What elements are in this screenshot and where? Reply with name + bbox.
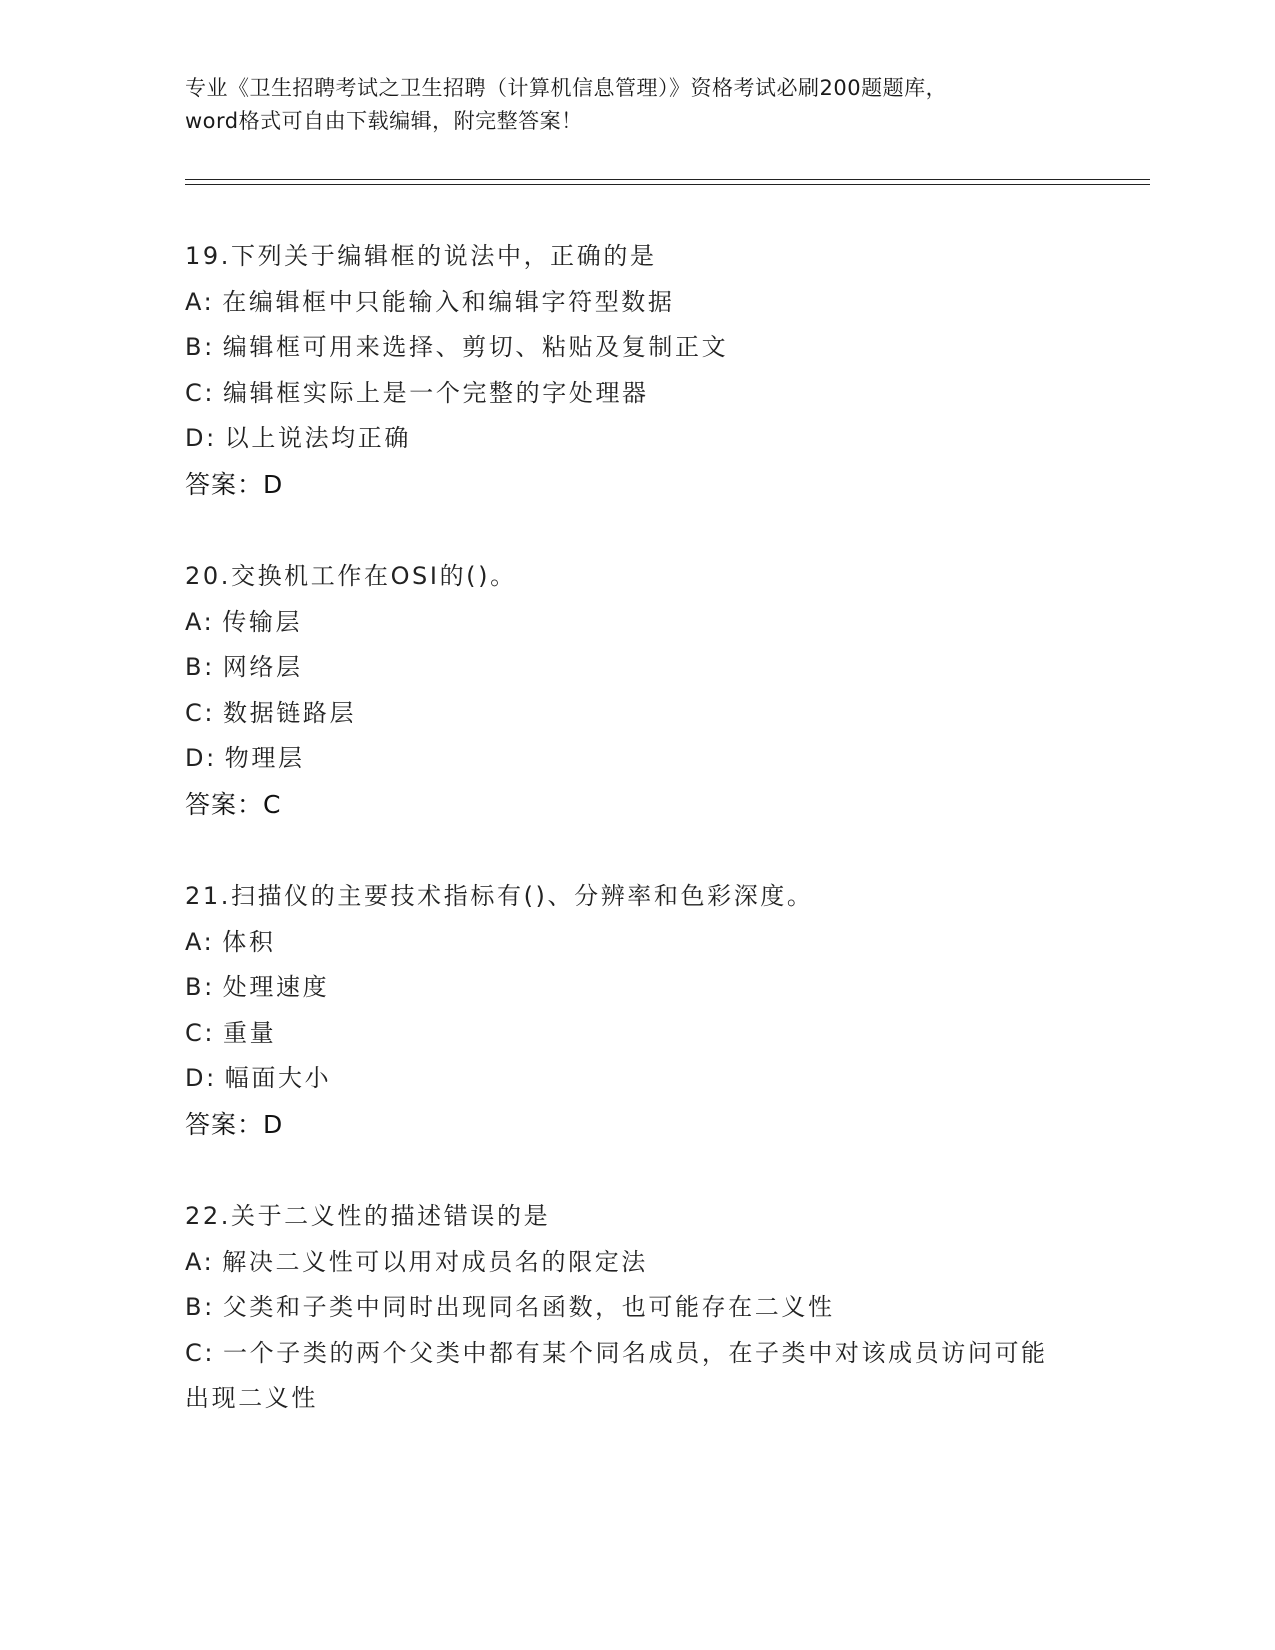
answer-line: 答案：C: [185, 789, 282, 819]
question-stem: 19.下列关于编辑框的说法中，正确的是: [185, 242, 657, 270]
option-text: 解决二义性可以用对成员名的限定法: [222, 1247, 648, 1276]
question-21: [185, 874, 1085, 1147]
question-stem: 20.交换机工作在OSI的()。: [185, 562, 517, 590]
option-a: A: 解决二义性可以用对成员名的限定法: [185, 1247, 648, 1276]
option-letter: C: [185, 1018, 205, 1047]
question-22: [185, 1194, 1085, 1422]
header-line-1: 专业《卫生招聘考试之卫生招聘（计算机信息管理）》资格考试必刷200题题库，: [185, 76, 948, 100]
option-letter: C: [185, 378, 205, 407]
question-19: [185, 234, 1085, 507]
option-text: 体积: [222, 927, 276, 956]
option-letter: B: [185, 333, 205, 361]
option-c: C: 编辑框实际上是一个完整的字处理器: [185, 378, 649, 407]
document-header: [185, 72, 1085, 138]
option-letter: B: [185, 653, 205, 681]
option-d: D: 幅面大小: [185, 1064, 332, 1092]
option-letter: D: [185, 1064, 207, 1092]
option-letter: A: [185, 1247, 204, 1276]
option-b: B: 父类和子类中同时出现同名函数，也可能存在二义性: [185, 1293, 835, 1321]
option-letter: B: [185, 973, 205, 1001]
option-a: A: 体积: [185, 927, 276, 956]
header-divider-bottom: [185, 184, 1150, 185]
option-text: 重量: [223, 1018, 277, 1047]
option-text: 传输层: [222, 607, 303, 636]
option-letter: B: [185, 1293, 205, 1321]
question-list: [185, 234, 1085, 1469]
option-text: 一个子类的两个父类中都有某个同名成员，在子类中对该成员访问可能出现二义性: [185, 1338, 1048, 1412]
option-b: B: 编辑框可用来选择、剪切、粘贴及复制正文: [185, 333, 729, 361]
option-letter: A: [185, 927, 204, 956]
option-text: 处理速度: [222, 973, 330, 1001]
option-b: B: 网络层: [185, 653, 303, 681]
header-divider-top: [185, 179, 1150, 180]
option-text: 网络层: [222, 653, 303, 681]
option-text: 在编辑框中只能输入和编辑字符型数据: [222, 287, 675, 316]
answer-line: 答案：D: [185, 1109, 284, 1139]
question-stem: 22.关于二义性的描述错误的是: [185, 1202, 551, 1230]
option-text: 物理层: [224, 744, 305, 772]
option-text: 编辑框实际上是一个完整的字处理器: [223, 378, 649, 407]
option-a: A: 传输层: [185, 607, 303, 636]
option-text: 父类和子类中同时出现同名函数，也可能存在二义性: [222, 1293, 835, 1321]
option-text: 编辑框可用来选择、剪切、粘贴及复制正文: [222, 333, 729, 361]
header-line-2: word格式可自由下载编辑，附完整答案！: [185, 109, 583, 133]
answer-line: 答案：D: [185, 469, 284, 499]
question-stem: 21.扫描仪的主要技术指标有()、分辨率和色彩深度。: [185, 882, 814, 910]
option-letter: D: [185, 744, 207, 772]
option-text: 以上说法均正确: [224, 424, 411, 452]
option-letter: C: [185, 1338, 205, 1367]
option-a: A: 在编辑框中只能输入和编辑字符型数据: [185, 287, 675, 316]
option-d: D: 以上说法均正确: [185, 424, 411, 452]
option-c: C: 重量: [185, 1018, 277, 1047]
option-letter: A: [185, 607, 204, 636]
option-b: B: 处理速度: [185, 973, 330, 1001]
option-letter: D: [185, 424, 207, 452]
question-20: [185, 554, 1085, 827]
option-c: C: 一个子类的两个父类中都有某个同名成员，在子类中对该成员访问可能出现二义性: [185, 1338, 1048, 1412]
option-letter: C: [185, 698, 205, 727]
option-text: 幅面大小: [224, 1064, 332, 1092]
option-d: D: 物理层: [185, 744, 305, 772]
option-letter: A: [185, 287, 204, 316]
option-text: 数据链路层: [223, 698, 357, 727]
option-c: C: 数据链路层: [185, 698, 357, 727]
